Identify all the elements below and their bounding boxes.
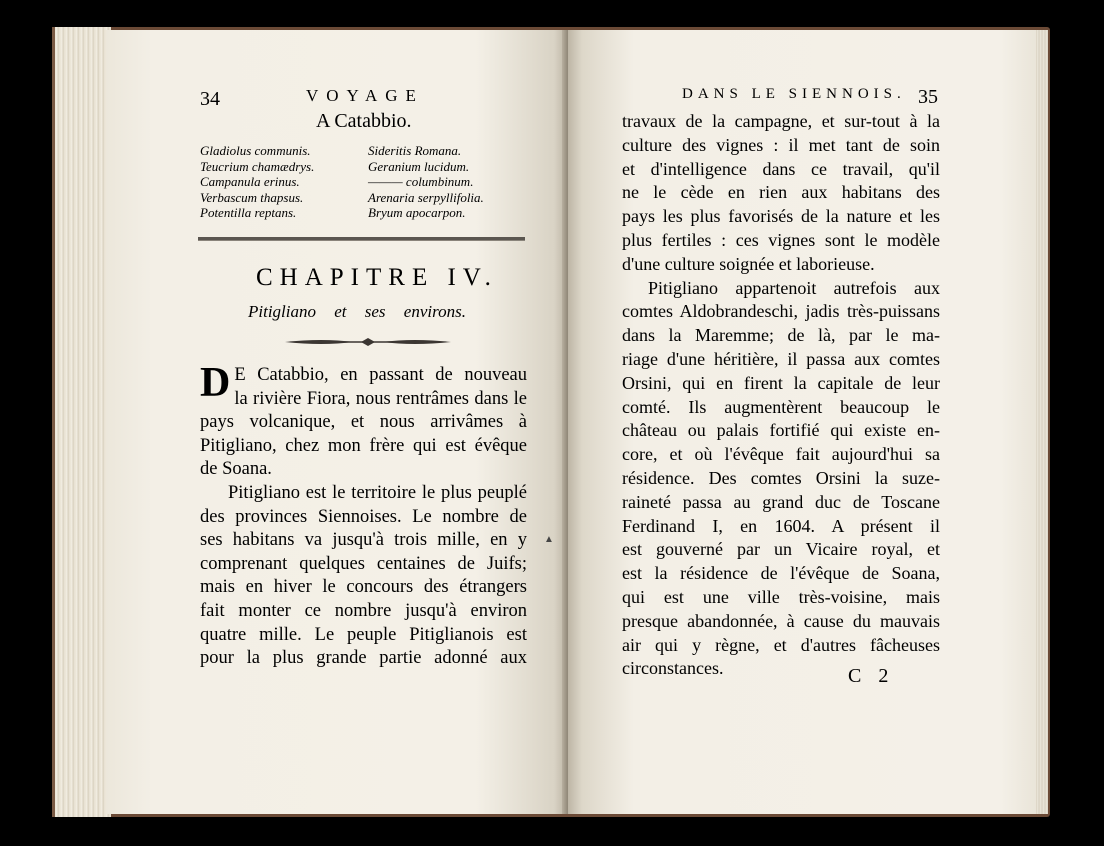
page-edges-left — [52, 27, 111, 817]
text-line: quatre mille. Le peuple Pitiglianois est — [200, 624, 527, 645]
plant-item: Geranium lucidum. — [368, 158, 470, 174]
right-running-head: DANS LE SIENNOIS. — [682, 86, 906, 102]
text-line: Pitigliano, chez mon frère qui est évêque — [200, 435, 527, 456]
text-line: pays les plus favorisés de la nature et les — [622, 206, 940, 227]
left-running-head: VOYAGE — [306, 86, 424, 105]
left-page-number: 34 — [200, 88, 220, 110]
text-line: core, et où l'évêque fait aujourd'hui sa — [622, 444, 940, 465]
text-line: air qui y règne, et d'autres fâcheuses — [622, 634, 940, 655]
plant-item: Verbascum thapsus. — [200, 189, 304, 205]
plant-item: ——— columbinum. — [368, 174, 474, 189]
page-edges-right — [1036, 30, 1048, 814]
plant-item: Bryum apocarpon. — [368, 205, 466, 220]
text-line: comprenant quelques centaines de Juifs; — [200, 553, 527, 574]
text-line: travaux de la campagne, et sur-tout à la — [622, 111, 940, 131]
signature-mark: C 2 — [848, 665, 895, 687]
plant-item: Sideritis Romana. — [368, 143, 462, 158]
text-line: est la résidence de l'évêque de Soana, — [622, 563, 940, 584]
text-line: Ferdinand I, en 1604. A présent il — [622, 515, 940, 536]
plant-list-col1 — [200, 143, 314, 221]
text-line: Pitigliano est le territoire le plus peuplé — [228, 482, 527, 503]
text-line: qui est une ville très-voisine, mais — [622, 586, 940, 607]
chapter-subtitle: Pitigliano et ses environs. — [248, 302, 466, 321]
chapter-title: CHAPITRE IV. — [256, 264, 498, 291]
text-line: château ou palais fortifié qui existe en- — [622, 420, 940, 441]
plant-item: Arenaria serpyllifolia. — [368, 189, 484, 205]
text-line: raineté passa au grand duc de Toscane — [622, 491, 940, 512]
section-subtitle: A Catabbio. — [316, 110, 412, 132]
left-body-text — [200, 360, 527, 671]
plant-list-col2 — [368, 143, 484, 221]
text-line: ses habitans va jusqu'à trois mille, en y — [200, 530, 527, 551]
text-line: riage d'une héritière, il passa aux comtes — [622, 348, 940, 369]
margin-mark: ▲ — [544, 534, 554, 545]
ornament-divider — [283, 337, 453, 347]
section-rule — [198, 237, 525, 241]
text-line: résidence. Des comtes Orsini la suze- — [622, 467, 940, 488]
text-line: presque abandonnée, à cause du mauvais — [622, 610, 940, 631]
text-line: comté. Ils augmentèrent beaucoup le — [622, 396, 940, 417]
right-body-text — [622, 110, 940, 681]
text-line: est gouverné par un Vicaire royal, et — [622, 539, 940, 560]
right-page-number: 35 — [918, 86, 938, 108]
text-line: pays volcanique, et nous arrivâmes à — [200, 412, 527, 433]
text-line: des provinces Siennoises. Le nombre de — [200, 506, 527, 527]
text-line: dans la Maremme; de là, par le ma- — [622, 325, 940, 346]
plant-item: Gladiolus communis. — [200, 143, 311, 158]
text-line: Pitigliano appartenoit autrefois aux — [648, 277, 940, 298]
text-line: culture des vignes : il met tant de soin — [622, 134, 940, 155]
text-line: ne le cède en rien aux habitans des — [622, 182, 940, 203]
text-line: E Catabbio, en passant de nouveau — [234, 365, 527, 385]
text-line: comtes Aldobrandeschi, jadis très-puissans — [622, 301, 940, 322]
plant-item: Teucrium chamædrys. — [200, 158, 315, 174]
plant-item: Campanula erinus. — [200, 174, 300, 189]
text-line: plus fertiles : ces vignes sont le modèle — [622, 229, 940, 250]
text-line: pour la plus grande partie adonné aux — [200, 648, 527, 669]
text-line: Orsini, qui en firent la capitale de leur — [622, 372, 940, 393]
drop-cap: D — [200, 360, 231, 406]
plant-item: Potentilla reptans. — [200, 205, 297, 220]
text-line: circonstances. — [622, 658, 724, 679]
text-line: mais en hiver le concours des étrangers — [200, 577, 527, 598]
text-line: la rivière Fiora, nous rentrâmes dans le — [234, 388, 527, 409]
text-line: et d'intelligence dans ce travail, qu'il — [622, 158, 940, 179]
text-line: d'une culture soignée et laborieuse. — [622, 253, 875, 274]
text-line: fait monter ce nombre jusqu'à environ — [200, 600, 527, 621]
text-line: de Soana. — [200, 459, 272, 480]
